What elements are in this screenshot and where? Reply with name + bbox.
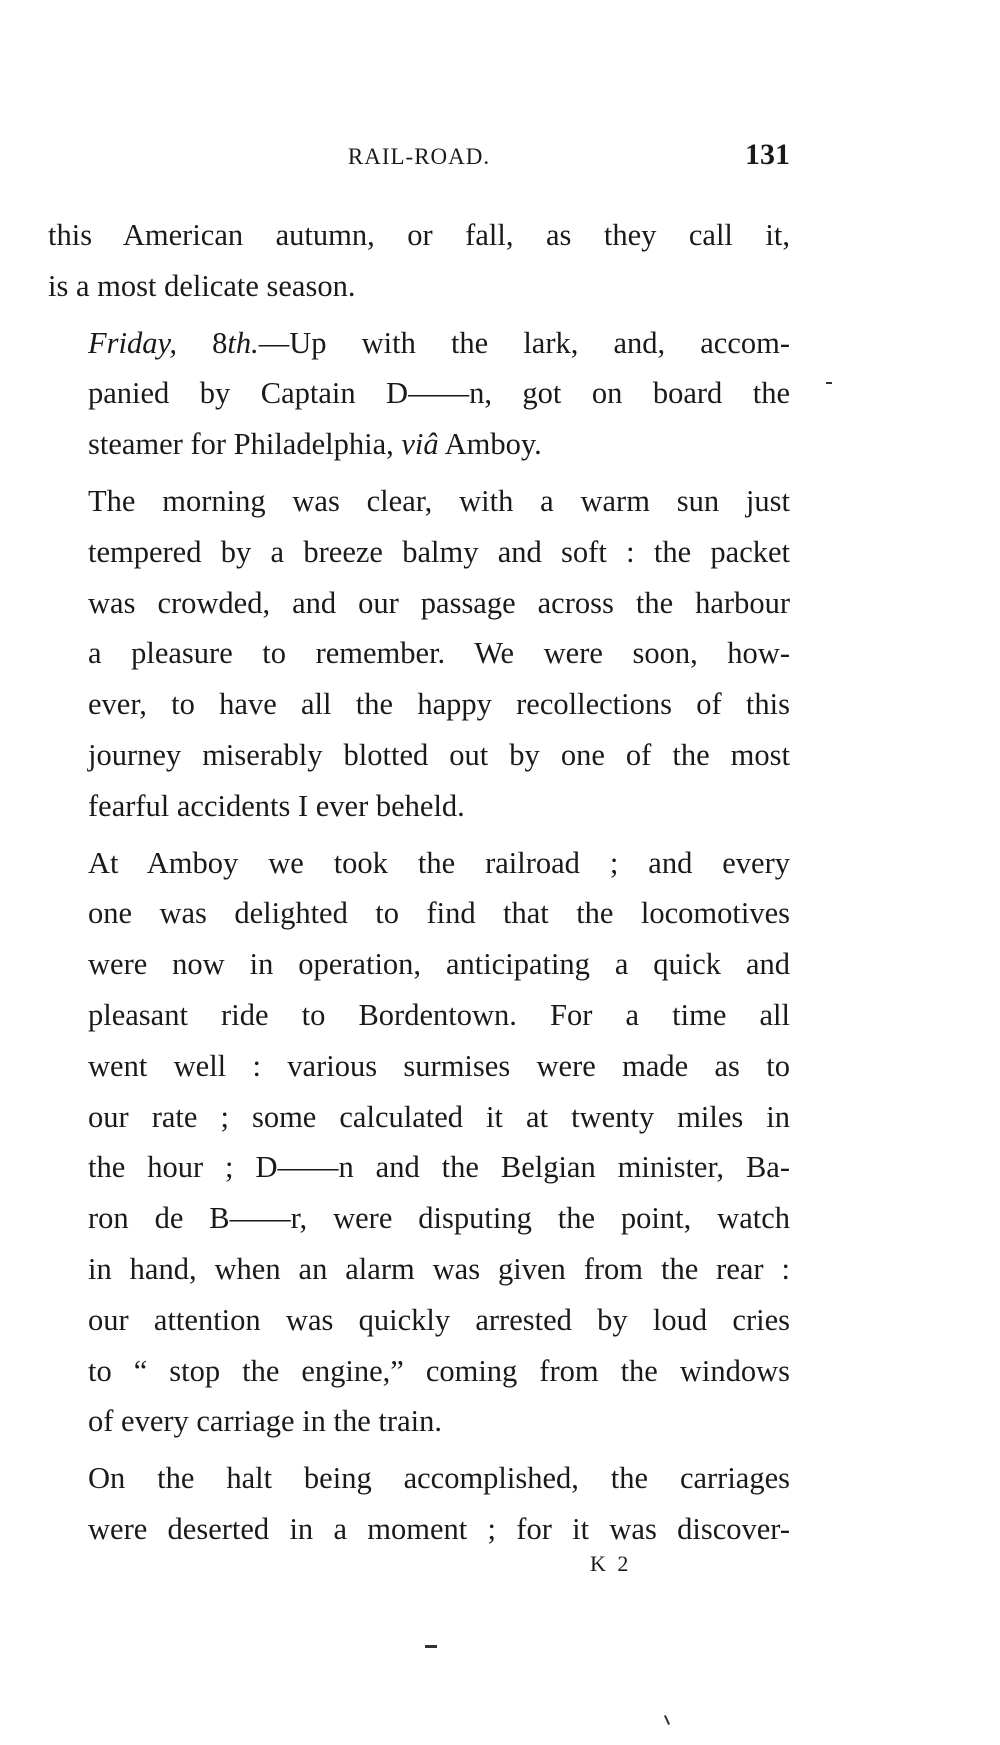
text-line: this American autumn, or fall, as they call it, xyxy=(48,218,790,252)
text-line: is a most delicate season. xyxy=(48,268,356,303)
text-line: tempered by a breeze balmy and soft : the packet xyxy=(88,534,790,569)
line-rest: —Up with the lark, and, accom- xyxy=(258,325,790,360)
date-number: 8 xyxy=(176,325,228,360)
signature-mark: K 2 xyxy=(590,1551,632,1576)
text-line: our rate ; some calculated it at twenty miles in xyxy=(88,1099,790,1134)
paragraph-2 xyxy=(48,318,790,470)
text-line: of every carriage in the train. xyxy=(88,1404,442,1439)
text-line: one was delighted to find that the locomotives xyxy=(88,896,790,931)
running-title: RAIL-ROAD. xyxy=(347,144,491,169)
line-rest: Amboy. xyxy=(438,427,542,462)
print-speck xyxy=(664,1715,670,1725)
text-line xyxy=(48,419,790,470)
page-number: 131 xyxy=(745,138,790,171)
paragraph-3 xyxy=(48,476,790,832)
text-line: panied by Captain D——n, got on board the xyxy=(88,376,790,411)
text-line: journey miserably blotted out by one of the most xyxy=(88,737,790,772)
text-line xyxy=(48,318,790,369)
text-line: ever, to have all the happy recollections of this xyxy=(88,687,790,722)
text-line: On the halt being accomplished, the carriages xyxy=(88,1461,790,1496)
text-line: in hand, when an alarm was given from the rear : xyxy=(88,1251,790,1286)
paragraph-5 xyxy=(48,1453,790,1555)
text-line: were deserted in a moment ; for it was discover- xyxy=(88,1511,790,1546)
text-line: a pleasure to remember. We were soon, how- xyxy=(88,636,790,671)
text-line: went well : various surmises were made as to xyxy=(88,1048,790,1083)
italic-via: viâ xyxy=(401,427,439,462)
text-line: was crowded, and our passage across the harbour xyxy=(88,585,790,620)
text-line: the hour ; D——n and the Belgian minister, Ba- xyxy=(88,1150,790,1185)
print-speck xyxy=(826,382,832,384)
text-line: to “ stop the engine,” coming from the windows xyxy=(88,1353,790,1388)
line-start: steamer for Philadelphia, xyxy=(88,427,402,462)
text-line: ron de B——r, were disputing the point, watch xyxy=(88,1201,790,1236)
text-line: were now in operation, anticipating a quick and xyxy=(88,947,790,982)
body-text xyxy=(48,210,790,1561)
text-line: pleasant ride to Bordentown. For a time all xyxy=(88,997,790,1032)
paragraph-4 xyxy=(48,838,790,1448)
italic-day: Friday, xyxy=(88,325,177,360)
text-line: fearful accidents I ever beheld. xyxy=(88,788,465,823)
text-line: At Amboy we took the railroad ; and every xyxy=(88,845,790,880)
paragraph-1 xyxy=(48,210,790,312)
text-line: our attention was quickly arrested by loud cries xyxy=(88,1302,790,1337)
italic-ordinal: th. xyxy=(227,325,259,360)
print-speck xyxy=(425,1645,437,1648)
running-head xyxy=(48,138,790,178)
text-line: The morning was clear, with a warm sun just xyxy=(88,483,790,518)
